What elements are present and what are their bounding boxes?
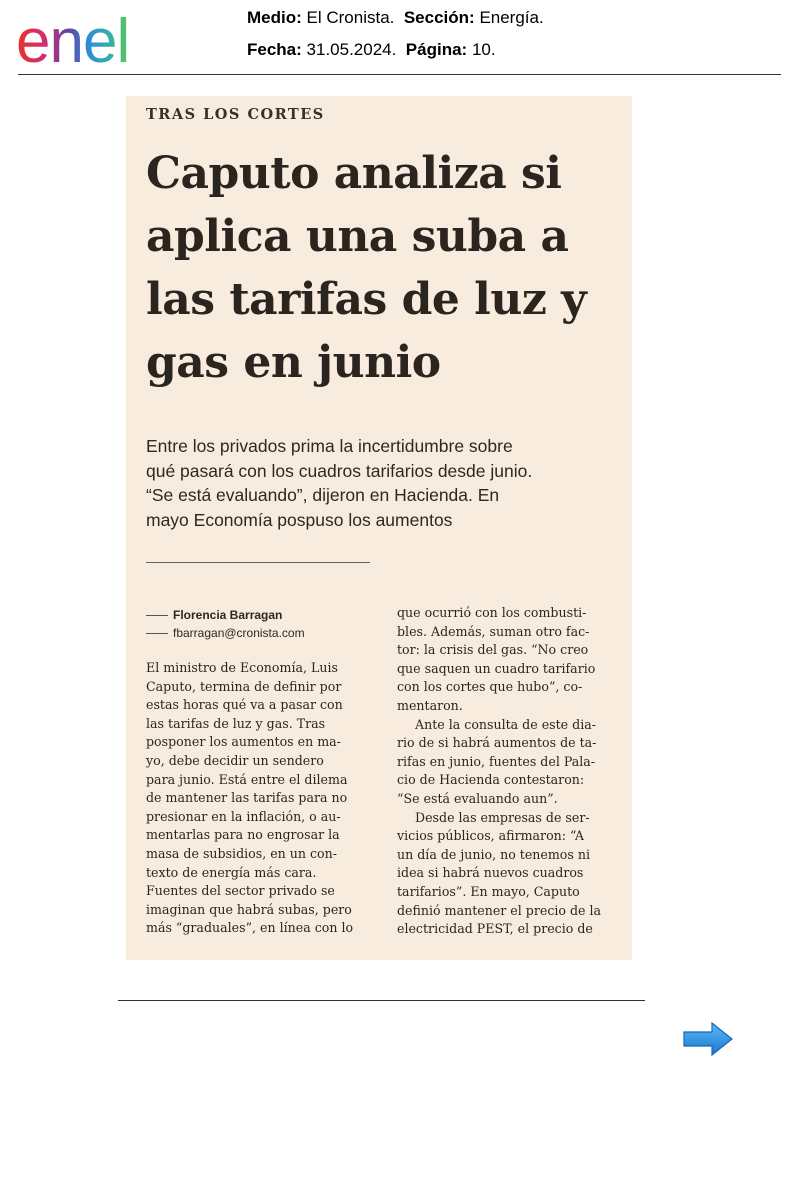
body-line: que saquen un cuadro tarifario [397,660,596,676]
fecha-label: Fecha: [247,40,302,59]
body-line: de mantener las tarifas para no [146,790,348,806]
header-fecha-pagina [247,40,496,60]
author-name: Florencia Barragan [173,608,283,622]
body-line: para junio. Está entre el dilema [146,771,348,787]
headline-line: Caputo analiza si [146,148,562,199]
medio-value: El Cronista. [306,8,395,27]
body-line: Fuentes del sector privado se [146,883,335,899]
body-line: presionar en la inflación, o au- [146,808,341,824]
headline-line: gas en junio [146,337,441,388]
body-line: posponer los aumentos en ma- [146,734,341,750]
header-divider [18,74,781,75]
body-line: un día de junio, no tenemos ni [397,846,590,862]
headline-line: aplica una suba a [146,211,569,262]
body-line: El ministro de Economía, Luis [146,660,338,675]
dek-line: mayo Economía pospuso los aumentos [146,509,453,530]
article-column-1 [146,659,374,938]
article-headline [146,142,616,394]
dek-line: Entre los privados prima la incertidumbre sobre [146,436,513,456]
seccion-label: Sección: [403,8,475,27]
body-line: tarifarios”. En mayo, Caputo [397,883,580,899]
body-line: imaginan que habrá subas, pero [146,901,352,917]
article-dek [146,434,586,532]
body-line: yo, debe decidir un sendero [146,752,324,768]
body-line: Ante la consulta de este dia- [415,716,596,732]
body-line: más “graduales”, en línea con lo [146,920,354,936]
body-line: estas horas qué va a pasar con [146,697,343,713]
body-line: Desde las empresas de ser- [415,809,590,825]
body-line: definió mantener el precio de la [397,902,602,918]
body-line: idea si habrá nuevos cuadros [397,865,584,881]
body-line: que ocurrió con los combusti- [397,605,587,620]
headline-line: las tarifas de luz y [146,274,587,325]
byline-dash [146,633,168,634]
body-line: cio de Hacienda contestaron: [397,772,585,788]
logo-text: enel [16,8,130,70]
body-line: con los cortes que hubo”, co- [397,679,583,695]
dek-line: “Se está evaluando”, dijeron en Hacienda. En [146,485,500,505]
medio-label: Medio: [247,8,302,27]
body-line: mentaron. [397,697,463,713]
right-arrow-icon[interactable] [682,1020,734,1058]
body-line: tor: la crisis del gas. “No creo [397,642,589,658]
body-line: rio de si habrá aumentos de ta- [397,735,597,751]
body-line: vicios públicos, afirmaron: “A [397,828,584,844]
body-line: texto de energía más cara. [146,864,317,880]
newspaper-clipping [126,96,632,960]
body-line: las tarifas de luz y gas. Tras [146,715,326,731]
article-kicker: TRAS LOS CORTES [146,106,325,123]
byline-dash [146,615,168,616]
fecha-value: 31.05.2024. [306,40,397,59]
pagina-value: 10. [471,40,496,59]
body-line: masa de subsidios, en un con- [146,845,338,861]
body-line: electricidad PEST, el precio de [397,921,593,937]
footer-divider [118,1000,645,1001]
byline [146,606,305,642]
body-line: mentarlas para no engrosar la [146,827,340,843]
author-email: fbarragan@cronista.com [173,626,305,640]
body-line: Caputo, termina de definir por [146,678,342,694]
article-column-2 [397,604,622,939]
dek-line: qué pasará con los cuadros tarifarios desde junio. [146,460,533,481]
pagina-label: Página: [405,40,468,59]
body-line: “Se está evaluando aun”. [397,790,558,806]
dek-divider [146,562,370,563]
body-line: bles. Además, suman otro fac- [397,623,590,639]
enel-logo [16,8,178,70]
seccion-value: Energía. [479,8,544,27]
body-line: rifas en junio, fuentes del Pala- [397,753,596,769]
header-medio-seccion [247,8,544,28]
